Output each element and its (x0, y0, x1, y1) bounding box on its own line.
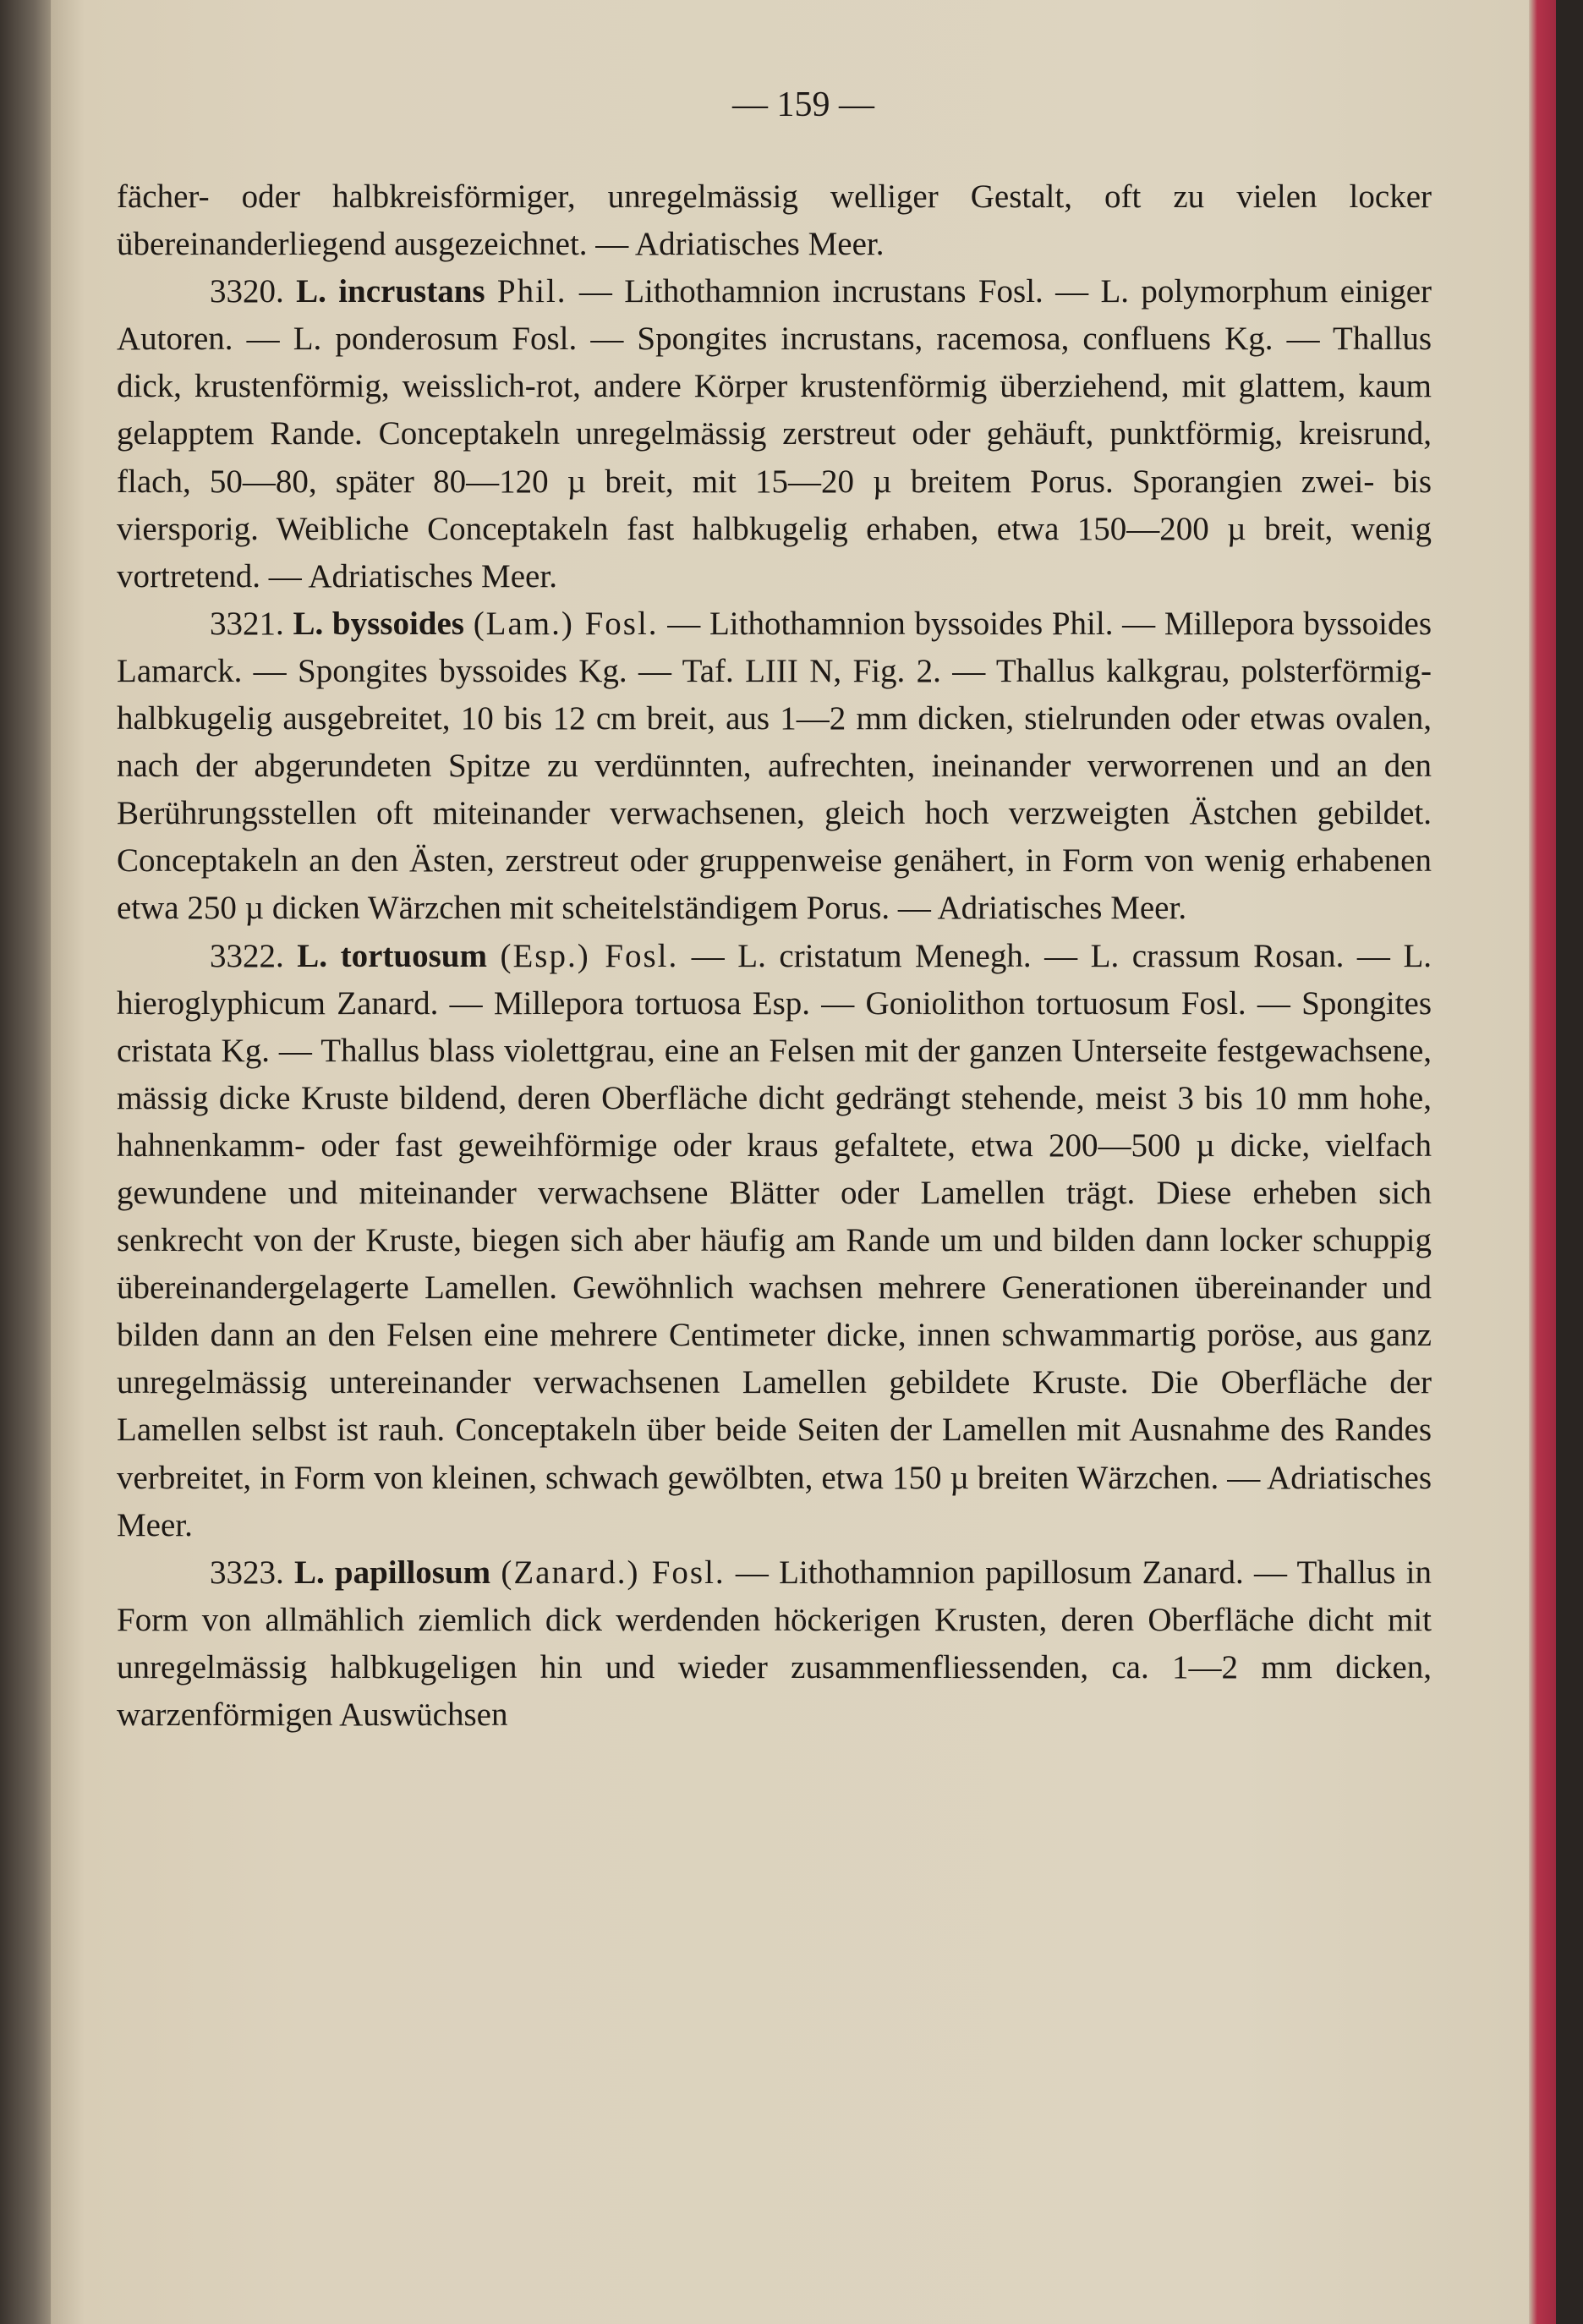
genus-abbrev: L. (296, 273, 326, 310)
entry-number: 3320. (210, 273, 284, 310)
entry-3320 (117, 268, 1432, 600)
book-gutter (0, 0, 51, 2324)
entry-text: — L. cristatum Menegh. — L. crassum Rosan. — L. hieroglyphicum Zanard. — Millepora tortuosa Esp. — Goniolithon tortuosum Fosl. — Spongites cristata Kg. — Thallus blass violettgrau, eine an Felsen mit der ganzen Unterseite festgewachsene, mässig dicke Kruste bildend, deren Oberfläche dicht gedrängt stehende, meist 3 bis 10 mm hohe, hahnenkamm- oder fast geweihförmige oder kraus gefaltete, etwa 200—500 µ dicke, vielfach gewundene und miteinander verwachsene Blätter oder Lamellen trägt. Diese erheben sich senkrecht von der Kruste, biegen sich aber häufig am Rande um und bilden dann locker schuppig übereinandergelagerte Lamellen. Gewöhnlich wachsen mehrere Generationen übereinander und bilden dann an den Felsen eine mehrere Centimeter dicke, innen schwammartig poröse, aus ganz unregelmässig untereinander verwachsenen Lamellen gebildete Kruste. Die Oberfläche der Lamellen selbst ist rauh. Conceptakeln über beide Seiten der Lamellen mit Ausnahme des Randes verbreitet, in Form von kleinen, schwach gewölbten, etwa 150 µ breiten Wärzchen. — Adriatisches Meer. (117, 937, 1432, 1543)
entry-text: — Lithothamnion incrustans Fosl. — L. polymorphum einiger Autoren. — L. ponderosum Fosl. — Spongites incrustans, racemosa, confluens Kg. — Thallus dick, krustenförmig, weisslich-rot, andere Körper krustenförmig überziehend, mit glattem, kaum gelapptem Rande. Conceptakeln unregelmässig zerstreut oder gehäuft, punktförmig, kreisrund, flach, 50—80, später 80—120 µ breit, mit 15—20 µ breitem Porus. Sporangien zwei- bis viersporig. Weibliche Conceptakeln fast halbkugelig erhaben, etwa 150—200 µ breit, wenig vortretend. — Adriatisches Meer. (117, 273, 1432, 595)
entry-3321 (117, 600, 1432, 933)
entry-text: — Lithothamnion byssoides Phil. — Millepora byssoides Lamarck. — Spongites byssoides Kg. — Taf. LIII N, Fig. 2. — Thallus kalkgrau, polsterförmig-halbkugelig ausgebreitet, 10 bis 12 cm breit, aus 1—2 mm dicken, stielrunden oder etwas ovalen, nach der abgerundeten Spitze zu verdünnten, aufrechten, ineinander verworrenen und an den Berührungsstellen oft miteinander verwachsenen, gleich hoch verzweigten Ästchen gebildet. Conceptakeln an den Ästen, zerstreut oder gruppenweise genähert, in Form von wenig erhabenen etwa 250 µ dicken Wärzchen mit scheitelständigem Porus. — Adriatisches Meer. (117, 605, 1432, 927)
entry-number: 3323. (210, 1554, 284, 1591)
species-name: papillosum (334, 1554, 491, 1591)
species-name: byssoides (331, 605, 464, 642)
author-name: (Esp.) Fosl. (500, 937, 679, 974)
entry-3323 (117, 1549, 1432, 1739)
page-number: — 159 — (732, 85, 874, 124)
paragraph-continuation (117, 173, 1432, 268)
body-text (117, 173, 1432, 1739)
author-name: (Lam.) Fosl. (473, 605, 659, 642)
book-page (51, 0, 1556, 2324)
genus-abbrev: L. (293, 605, 324, 642)
genus-abbrev: L. (293, 1554, 325, 1591)
paragraph-text: fächer- oder halbkreisförmiger, unregelmässig welliger Gestalt, oft zu vielen locker übereinanderliegend ausgezeichnet. — Adriatisches Meer. (117, 178, 1432, 263)
entry-number: 3321. (210, 605, 284, 642)
entry-text: — Lithothamnion papillosum Zanard. — Thallus in Form von allmählich ziemlich dick werdenden höckerigen Krusten, deren Oberfläche dicht mit unregelmässig halbkugeligen hin und wieder zusammenfliessenden, ca. 1—2 mm dicken, warzenförmigen Auswüchsen (117, 1554, 1432, 1733)
entry-number: 3322. (210, 937, 284, 974)
author-name: Phil. (496, 273, 567, 310)
genus-abbrev: L. (297, 937, 328, 974)
author-name: (Zanard.) Fosl. (501, 1554, 726, 1591)
species-name: incrustans (338, 273, 485, 310)
species-name: tortuosum (340, 937, 487, 974)
page-edge (1529, 0, 1556, 2324)
entry-3322 (117, 933, 1432, 1549)
